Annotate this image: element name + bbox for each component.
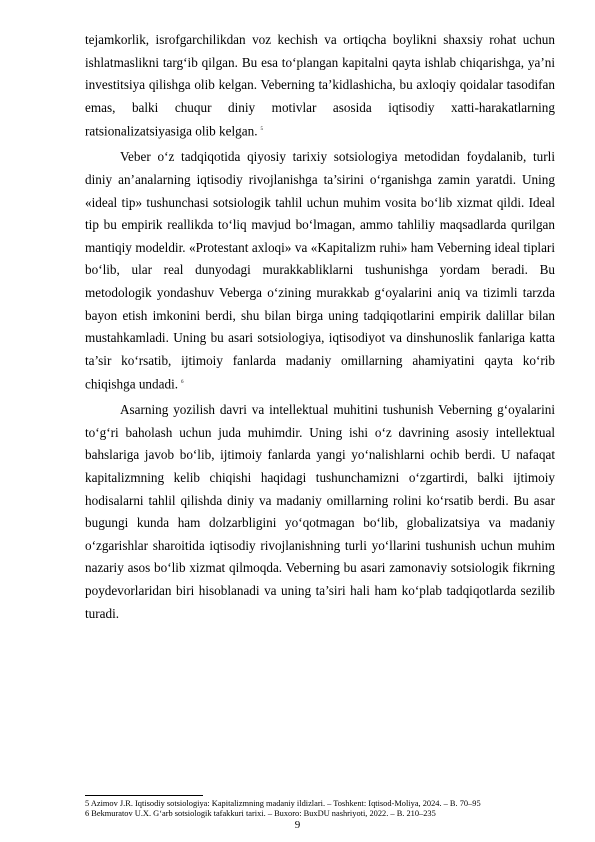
footnote-ref-5[interactable]: 5 [260,127,263,133]
paragraph-3-text: Asarning yozilish davri va intellektual muhitini tushunish Veberning g‘oyalarini to‘g‘ri baholash uchun juda muhimdir. Uning ishi o‘z davrining asosiy intellektual bahslariga javob bo‘lib, ijtimoiy fanlarda yangi yo‘nalishlarni ochib berdi. U nafaqat kapitalizmning kelib chiqishi haqidagi tushunchamizni o‘zgartirdi, balki ijtimoiy hodisalarni tahlil qilishda diniy va madaniy omillarning rolini ko‘rsatib berdi. Bu asar bugungi kunda ham dolzarbligini yo‘qotmagan bo‘lib, globalizatsiya va madaniy o‘zgarishlar sharoitida iqtisodiy rivojlanishning turli yo‘llarini tushunish uchun muhim nazariy asos bo‘lib xizmat qilmoqda. Veberning bu asari zamonaviy sotsiologik fikrning poydevorlaridan biri hisoblanadi va uning ta’siri hali ham ko‘plab tadqiqotlarda sezilib turadi. [85,402,555,621]
paragraph-3 [85,399,555,625]
footnote-ref-6[interactable]: 6 [181,380,184,386]
footnote-separator [85,795,203,796]
paragraph-2-text: Veber o‘z tadqiqotida qiyosiy tarixiy sotsiologiya metodidan foydalanib, turli diniy an’analarning iqtisodiy rivojlanishga ta’sirini o‘rganishga zamin yaratdi. Uning «ideal tip» tushunchasi sotsiologik tahlil uchun muhim vosita bo‘lib xizmat qildi. Ideal tip bu empirik reallikda to‘liq mavjud bo‘lmagan, ammo tahliliy maqsadlarda qurilgan mantiqiy modeldir. «Protestant axloqi» va «Kapitalizm ruhi» ham Veberning ideal tiplari bo‘lib, ular real dunyodagi murakkabliklarni tushunishga yordam beradi. Bu metodologik yondashuv Veberga o‘zining murakkab g‘oyalarini aniq va tizimli tarzda bayon etish imkonini berdi, shu bilan birga uning tadqiqotlarini empirik dalillar bilan mustahkamladi. Uning bu asari sotsiologiya, iqtisodiyot va dinshunoslik fanlariga katta ta’sir ko‘rsatib, ijtimoiy fanlarda madaniy omillarning ahamiyatini qayta ko‘rib chiqishga undadi. [85,149,555,392]
paragraph-1 [85,29,555,143]
page-number: 9 [294,819,301,831]
footnote-6: 6 Bekmuratov U.X. G‘arb sotsiologik tafakkuri tarixi. – Buxoro: BuxDU nashriyoti, 2022. – B. 210–235 [85,809,436,819]
footnotes [85,795,560,820]
paragraph-1-text: tejamkorlik, isrofgarchilikdan voz kechish va ortiqcha boylikni shaxsiy rohat uchun ishlatmaslikni targ‘ib qilgan. Bu esa to‘plangan kapitalni qayta ishlab chiqarishga, ya’ni investitsiya qilishga olib kelgan. Veberning ta’kidlashicha, bu axloqiy qoidalar tasodifan emas, balki chuqur diniy motivlar asosida iqtisodiy xatti-harakatlarning ratsionalizatsiyasiga olib kelgan. [85,32,555,139]
document-body [85,29,555,628]
paragraph-2 [85,146,555,396]
footnote-5: 5 Azimov J.R. Iqtisodiy sotsiologiya: Kapitalizmning madaniy ildizlari. – Toshkent: Iqtisod-Moliya, 2024. – B. 70–95 [85,799,481,808]
